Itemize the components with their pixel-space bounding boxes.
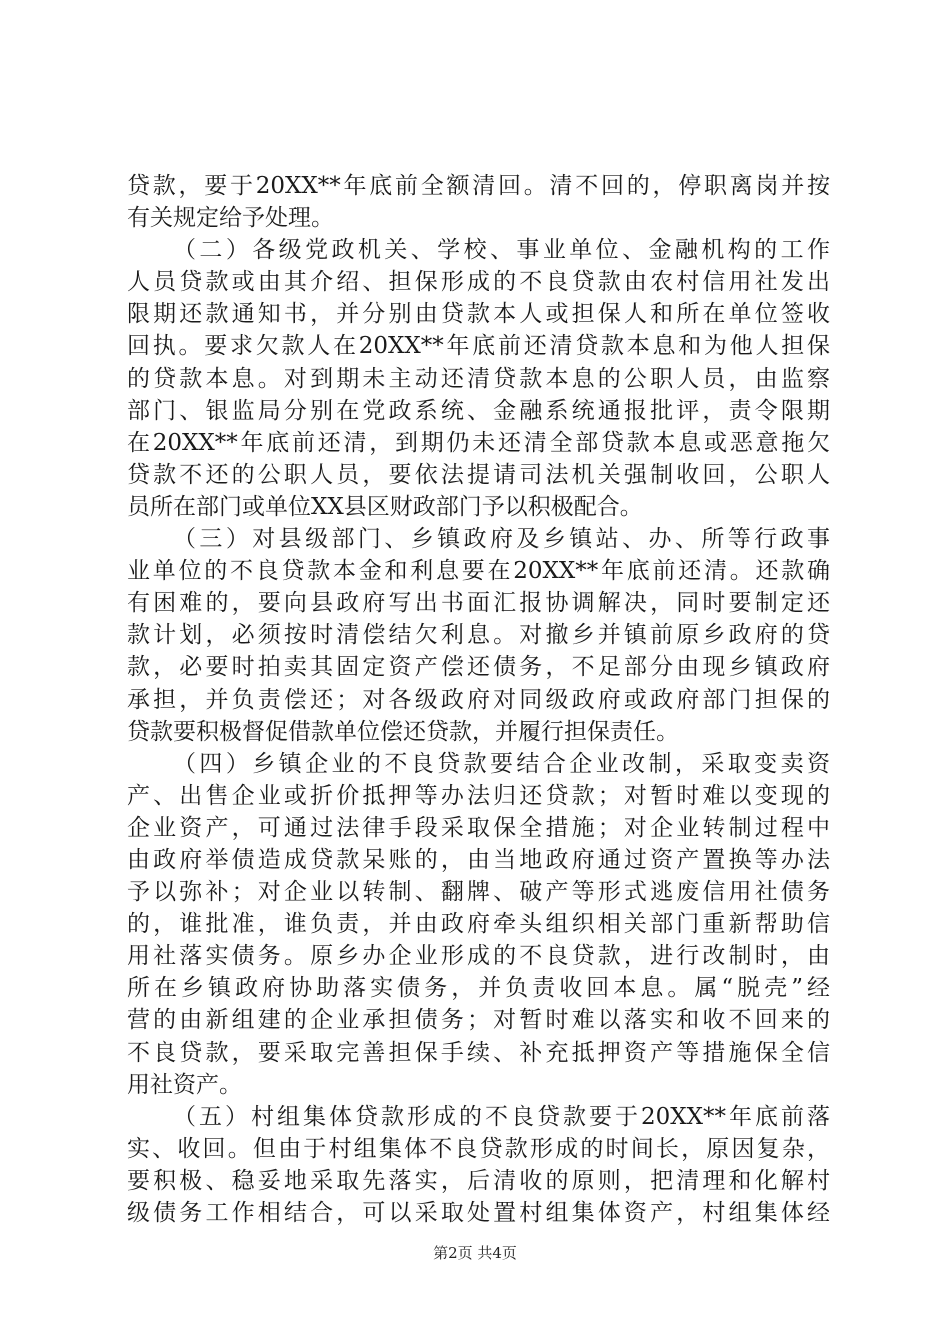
text-line: 产、出售企业或折价抵押等办法归还贷款；对暂时难以变现的 xyxy=(127,782,830,809)
text-line: 业单位的不良贷款本金和利息要在20XX**年底前还清。还款确 xyxy=(127,558,830,585)
text-line: 部门、银监局分别在党政系统、金融系统通报批评，责令限期 xyxy=(127,397,830,424)
text-line: 款计划，必须按时清偿结欠利息。对撤乡并镇前原乡政府的贷 xyxy=(127,622,830,649)
text-line: 承担，并负责偿还；对各级政府对同级政府或政府部门担保的 xyxy=(127,686,830,713)
text-line: 营的由新组建的企业承担债务；对暂时难以落实和收不回来的 xyxy=(127,1007,830,1034)
text-line: 用社落实债务。原乡办企业形成的不良贷款，进行改制时，由 xyxy=(127,943,830,970)
text-line: 不良贷款，要采取完善担保手续、补充抵押资产等措施保全信 xyxy=(127,1039,830,1066)
text-line: （二）各级党政机关、学校、事业单位、金融机构的工作 xyxy=(173,237,830,264)
document-body xyxy=(127,170,830,1229)
text-line: 在20XX**年底前还清，到期仍未还清全部贷款本息或恶意拖欠 xyxy=(127,429,830,456)
text-line: 贷款，要于20XX**年底前全额清回。清不回的，停职离岗并按 xyxy=(127,173,830,199)
text-line: 要积极、稳妥地采取先落实，后清收的原则，把清理和化解村 xyxy=(127,1167,830,1194)
text-line: 回执。要求欠款人在20XX**年底前还清贷款本息和为他人担保 xyxy=(127,333,830,360)
text-line: 所在乡镇政府协助落实债务，并负责收回本息。属“脱壳”经 xyxy=(127,975,830,1002)
text-line: （三）对县级部门、乡镇政府及乡镇站、办、所等行政事 xyxy=(173,526,830,553)
text-line: 由政府举债造成贷款呆账的，由当地政府通过资产置换等办法 xyxy=(127,846,830,873)
text-line: （五）村组集体贷款形成的不良贷款要于20XX**年底前落 xyxy=(173,1103,830,1130)
text-line: 员所在部门或单位XX县区财政部门予以积极配合。 xyxy=(127,493,643,520)
text-line: 有关规定给予处理。 xyxy=(127,205,334,232)
text-line: 人员贷款或由其介绍、担保形成的不良贷款由农村信用社发出 xyxy=(127,269,830,296)
page-number-footer: 第2页 共4页 xyxy=(433,1244,517,1262)
text-line: 企业资产，可通过法律手段采取保全措施；对企业转制过程中 xyxy=(127,814,830,841)
text-line: 贷款要积极督促借款单位偿还贷款，并履行担保责任。 xyxy=(127,718,679,745)
text-line: 的贷款本息。对到期未主动还清贷款本息的公职人员，由监察 xyxy=(127,365,830,392)
text-line: 用社资产。 xyxy=(127,1071,242,1098)
text-line: （四）乡镇企业的不良贷款要结合企业改制，采取变卖资 xyxy=(173,750,830,777)
text-line: 贷款不还的公职人员，要依法提请司法机关强制收回，公职人 xyxy=(127,461,830,488)
text-line: 级债务工作相结合，可以采取处置村组集体资产，村组集体经 xyxy=(127,1200,830,1226)
text-line: 有困难的，要向县政府写出书面汇报协调解决，同时要制定还 xyxy=(127,590,830,617)
text-line: 予以弥补；对企业以转制、翻牌、破产等形式逃废信用社债务 xyxy=(127,879,830,906)
text-line: 实、收回。但由于村组集体不良贷款形成的时间长，原因复杂， xyxy=(127,1135,830,1162)
text-line: 的，谁批准，谁负责，并由政府牵头组织相关部门重新帮助信 xyxy=(127,911,830,938)
text-line: 限期还款通知书，并分别由贷款本人或担保人和所在单位签收 xyxy=(127,301,830,328)
text-line: 款，必要时拍卖其固定资产偿还债务，不足部分由现乡镇政府 xyxy=(127,654,830,681)
